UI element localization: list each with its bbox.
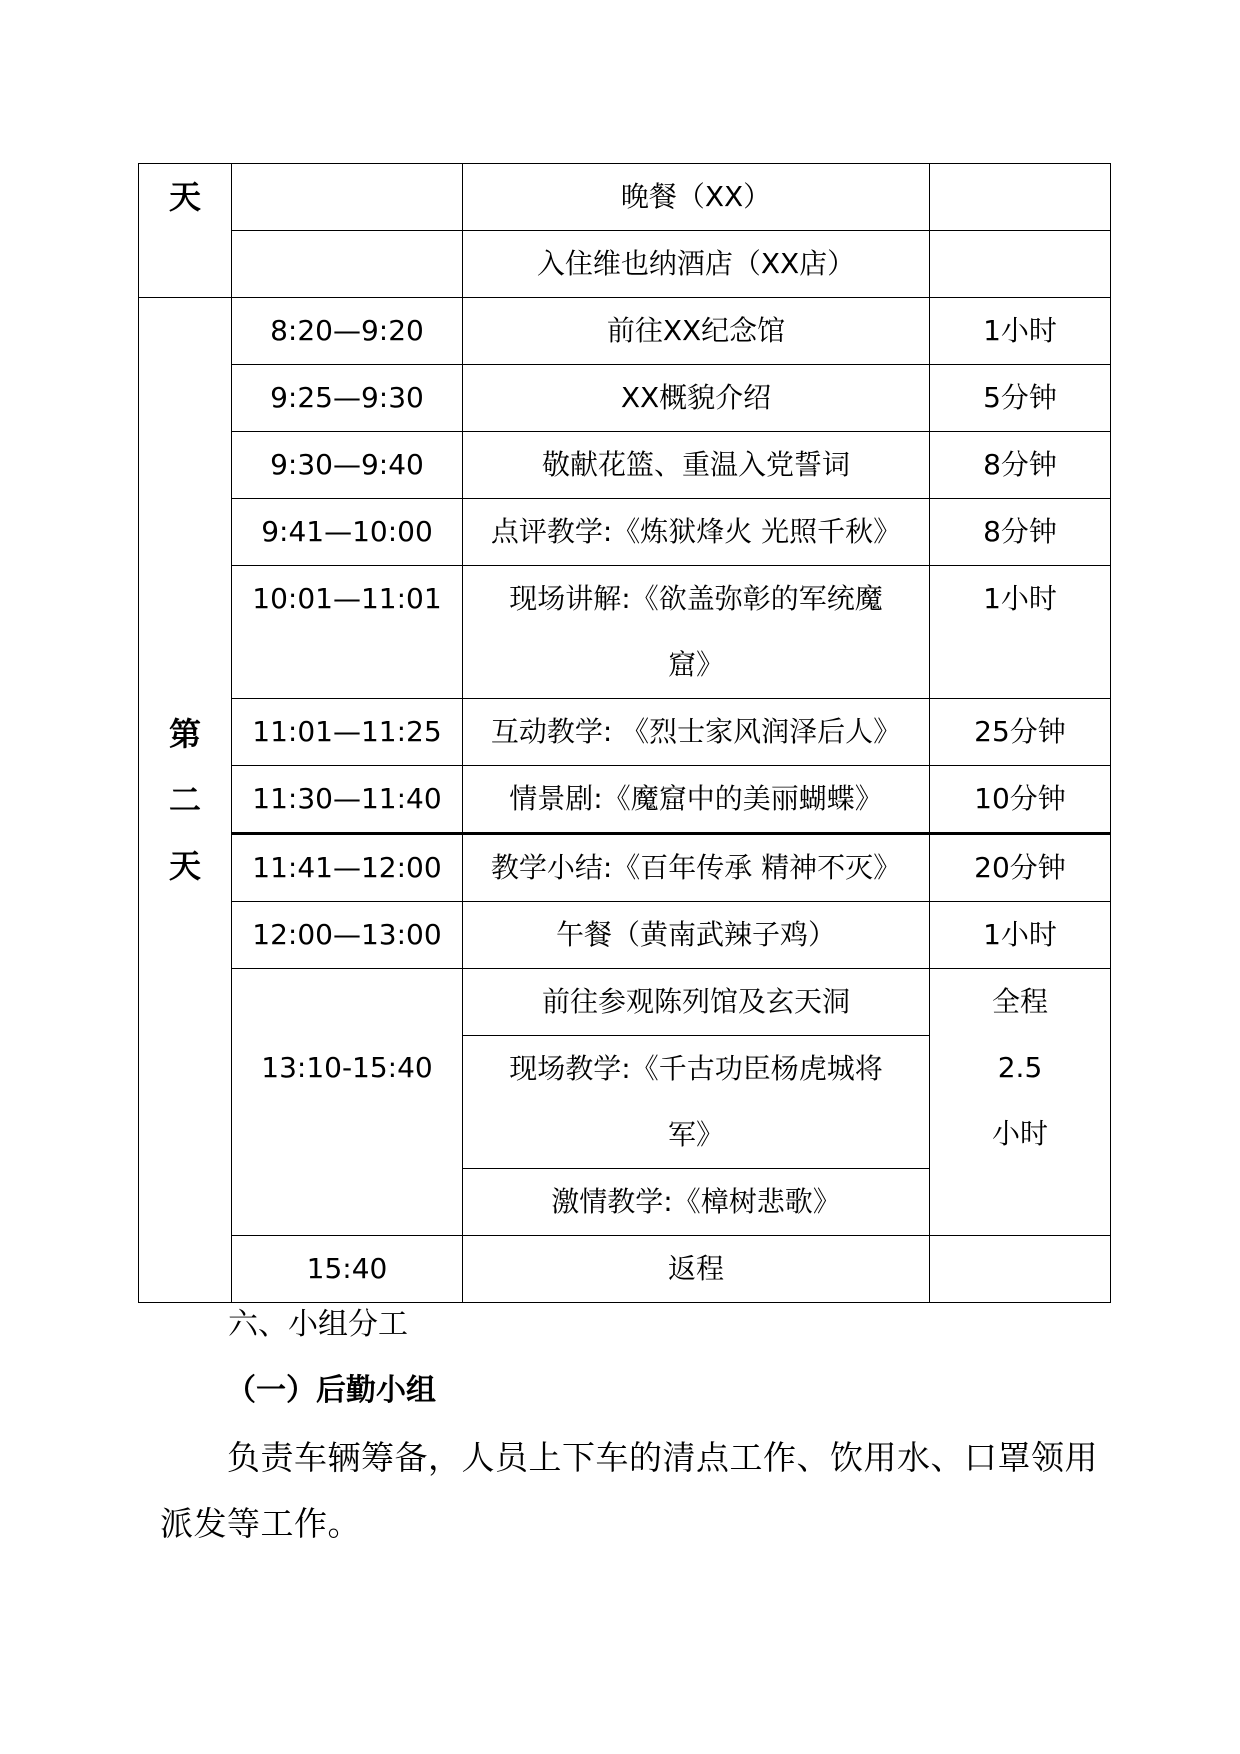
duration-cell: 5分钟	[930, 365, 1111, 432]
activity-cell: 激情教学:《樟树悲歌》	[463, 1169, 930, 1236]
activity-cell: 敬献花篮、重温入党誓词	[463, 432, 930, 499]
activity-cell: 返程	[463, 1236, 930, 1303]
time-cell: 15:40	[232, 1236, 463, 1303]
table-row	[139, 834, 1111, 902]
activity-cell: 现场讲解:《欲盖弥彰的军统魔窟》	[463, 566, 930, 699]
duration-cell: 25分钟	[930, 699, 1111, 766]
time-cell	[232, 231, 463, 298]
duration-cell	[930, 969, 1111, 1236]
time-cell: 12:00—13:00	[232, 902, 463, 969]
table-row	[139, 902, 1111, 969]
table-row	[139, 365, 1111, 432]
activity-cell: 晚餐（XX）	[463, 164, 930, 231]
section-heading: 六、小组分工	[228, 1307, 408, 1342]
day-char: 天	[168, 847, 201, 885]
duration-line: 全程	[991, 985, 1048, 1018]
table-row	[139, 432, 1111, 499]
time-cell	[232, 164, 463, 231]
table-row	[139, 766, 1111, 834]
table-row	[139, 499, 1111, 566]
activity-cell: XX概貌介绍	[463, 365, 930, 432]
time-cell: 8:20—9:20	[232, 298, 463, 365]
duration-cell: 1小时	[930, 298, 1111, 365]
time-cell: 11:01—11:25	[232, 699, 463, 766]
duration-cell	[930, 231, 1111, 298]
activity-cell: 现场教学:《千古功臣杨虎城将军》	[463, 1036, 930, 1169]
sub-heading: （一）后勤小组	[226, 1373, 436, 1408]
duration-cell: 1小时	[930, 566, 1111, 699]
day-label: 天	[168, 178, 201, 216]
duration-cell	[930, 164, 1111, 231]
day-char: 第	[168, 715, 201, 753]
table-row	[139, 566, 1111, 699]
activity-cell: 情景剧:《魔窟中的美丽蝴蝶》	[463, 766, 930, 834]
time-cell: 9:30—9:40	[232, 432, 463, 499]
duration-cell	[930, 1236, 1111, 1303]
time-cell: 13:10-15:40	[232, 969, 463, 1236]
activity-cell: 互动教学: 《烈士家风润泽后人》	[463, 699, 930, 766]
time-cell: 9:41—10:00	[232, 499, 463, 566]
day-two-label-cell	[139, 298, 232, 1303]
activity-cell: 午餐（黄南武辣子鸡）	[463, 902, 930, 969]
table-row	[139, 699, 1111, 766]
time-cell: 9:25—9:30	[232, 365, 463, 432]
duration-cell: 8分钟	[930, 432, 1111, 499]
activity-cell: 点评教学:《炼狱烽火 光照千秋》	[463, 499, 930, 566]
duration-cell: 1小时	[930, 902, 1111, 969]
activity-cell: 入住维也纳酒店（XX店）	[463, 231, 930, 298]
schedule-table	[138, 163, 1111, 1303]
table-row	[139, 298, 1111, 365]
body-paragraph: 负责车辆筹备，人员上下车的清点工作、饮用水、口罩领用派发等工作。	[160, 1438, 1098, 1543]
duration-line: 小时	[991, 1117, 1048, 1150]
activity-cell: 前往参观陈列馆及玄天洞	[463, 969, 930, 1036]
duration-cell: 20分钟	[930, 834, 1111, 902]
time-cell: 11:30—11:40	[232, 766, 463, 834]
table-row	[139, 231, 1111, 298]
duration-line: 2.5	[997, 1051, 1043, 1084]
activity-cell: 前往XX纪念馆	[463, 298, 930, 365]
day-label-cell	[139, 164, 232, 298]
time-cell: 11:41—12:00	[232, 834, 463, 902]
time-cell: 10:01—11:01	[232, 566, 463, 699]
table-row	[139, 969, 1111, 1036]
day-char: 二	[168, 781, 201, 819]
table-row	[139, 164, 1111, 231]
duration-cell: 8分钟	[930, 499, 1111, 566]
duration-cell: 10分钟	[930, 766, 1111, 834]
activity-cell: 教学小结:《百年传承 精神不灭》	[463, 834, 930, 902]
